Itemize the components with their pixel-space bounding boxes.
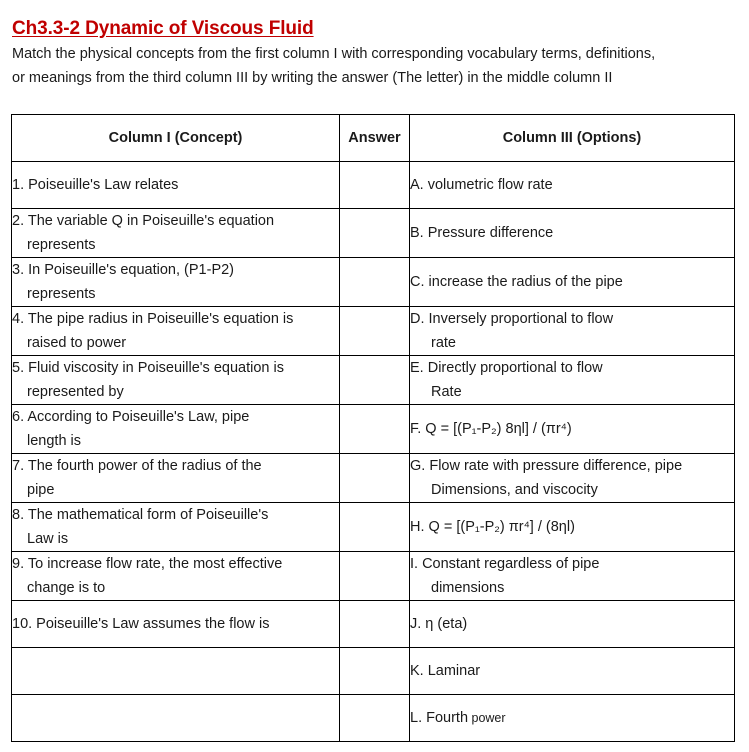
concept-cell	[12, 648, 340, 695]
concept-text-continued: pipe	[27, 482, 55, 498]
concept-cell	[12, 695, 340, 742]
table-row	[12, 454, 735, 503]
concept-text: 3. In Poiseuille's equation, (P1-P2)	[12, 262, 235, 278]
concept-cell	[12, 405, 340, 454]
option-text: J. η (eta)	[410, 616, 468, 632]
concept-text: 10. Poiseuille's Law assumes the flow is	[12, 616, 270, 632]
concept-text: 1. Poiseuille's Law relates	[12, 177, 179, 193]
concept-cell	[12, 307, 340, 356]
concept-cell	[12, 601, 340, 648]
concept-text: 2. The variable Q in Poiseuille's equation	[12, 213, 275, 229]
worksheet-title: Ch3.3-2 Dynamic of Viscous Fluid	[12, 18, 314, 39]
header-column-answer: Answer	[340, 115, 410, 162]
option-text: D. Inversely proportional to flow	[410, 311, 614, 327]
option-cell	[410, 601, 735, 648]
table-row	[12, 258, 735, 307]
concept-text: 5. Fluid viscosity in Poiseuille's equation is	[12, 360, 284, 376]
option-text: E. Directly proportional to flow	[410, 360, 603, 376]
table-row	[12, 503, 735, 552]
option-text-continued: Dimensions, and viscocity	[431, 482, 598, 498]
concept-text-continued: Law is	[27, 531, 69, 547]
concept-cell	[12, 503, 340, 552]
table-row	[12, 356, 735, 405]
option-text: F. Q = [(P₁-P₂) 8ηl] / (πr⁴)	[410, 421, 572, 437]
answer-cell[interactable]	[340, 162, 410, 209]
table-row	[12, 162, 735, 209]
option-text: A. volumetric flow rate	[410, 177, 553, 193]
option-cell	[410, 552, 735, 601]
concept-cell	[12, 552, 340, 601]
concept-text-continued: change is to	[27, 580, 106, 596]
option-cell	[410, 209, 735, 258]
option-text-small: power	[468, 711, 506, 725]
table-header-row	[12, 115, 735, 162]
concept-cell	[12, 162, 340, 209]
concept-text-continued: represents	[27, 237, 96, 253]
option-text: G. Flow rate with pressure difference, pipe	[410, 458, 683, 474]
concept-cell	[12, 356, 340, 405]
option-text: K. Laminar	[410, 663, 481, 679]
concept-text-continued: raised to power	[27, 335, 127, 351]
concept-text-continued: length is	[27, 433, 82, 449]
option-text: L. Fourth	[410, 710, 469, 726]
answer-cell[interactable]	[340, 356, 410, 405]
option-text: B. Pressure difference	[410, 225, 554, 241]
table-row	[12, 209, 735, 258]
table-row	[12, 601, 735, 648]
option-cell	[410, 648, 735, 695]
concept-text: 8. The mathematical form of Poiseuille's	[12, 507, 269, 523]
answer-cell[interactable]	[340, 552, 410, 601]
option-cell	[410, 307, 735, 356]
table-row	[12, 695, 735, 742]
option-text-continued: dimensions	[431, 580, 505, 596]
option-text: C. increase the radius of the pipe	[410, 274, 623, 290]
concept-text-continued: represented by	[27, 384, 124, 400]
option-text-continued: Rate	[431, 384, 462, 400]
concept-cell	[12, 258, 340, 307]
concept-text: 6. According to Poiseuille's Law, pipe	[12, 409, 250, 425]
answer-cell[interactable]	[340, 503, 410, 552]
concept-cell	[12, 454, 340, 503]
option-cell	[410, 162, 735, 209]
answer-cell[interactable]	[340, 405, 410, 454]
option-cell	[410, 405, 735, 454]
table-row	[12, 648, 735, 695]
option-text: H. Q = [(P₁-P₂) πr⁴] / (8ηl)	[410, 519, 575, 535]
option-cell	[410, 454, 735, 503]
option-text-continued: rate	[431, 335, 456, 351]
answer-cell[interactable]	[340, 695, 410, 742]
concept-cell	[12, 209, 340, 258]
table-row	[12, 552, 735, 601]
concept-text-continued: represents	[27, 286, 96, 302]
concept-text: 9. To increase flow rate, the most effective	[12, 556, 283, 572]
answer-cell[interactable]	[340, 209, 410, 258]
table-row	[12, 307, 735, 356]
concept-text: 4. The pipe radius in Poiseuille's equation is	[12, 311, 294, 327]
answer-cell[interactable]	[340, 454, 410, 503]
answer-cell[interactable]	[340, 307, 410, 356]
option-cell	[410, 503, 735, 552]
header-column-concept: Column I (Concept)	[12, 115, 340, 162]
answer-cell[interactable]	[340, 258, 410, 307]
option-text: I. Constant regardless of pipe	[410, 556, 600, 572]
header-column-options: Column III (Options)	[410, 115, 735, 162]
option-cell	[410, 695, 735, 742]
table-row	[12, 405, 735, 454]
instructions-text: Match the physical concepts from the first column I with corresponding vocabulary terms, definitions, or meanings from the third column III by writing the answer (The letter) in the middle column II	[12, 46, 656, 86]
option-cell	[410, 356, 735, 405]
answer-cell[interactable]	[340, 601, 410, 648]
matching-table	[11, 114, 735, 742]
concept-text: 7. The fourth power of the radius of the	[12, 458, 262, 474]
answer-cell[interactable]	[340, 648, 410, 695]
option-cell	[410, 258, 735, 307]
